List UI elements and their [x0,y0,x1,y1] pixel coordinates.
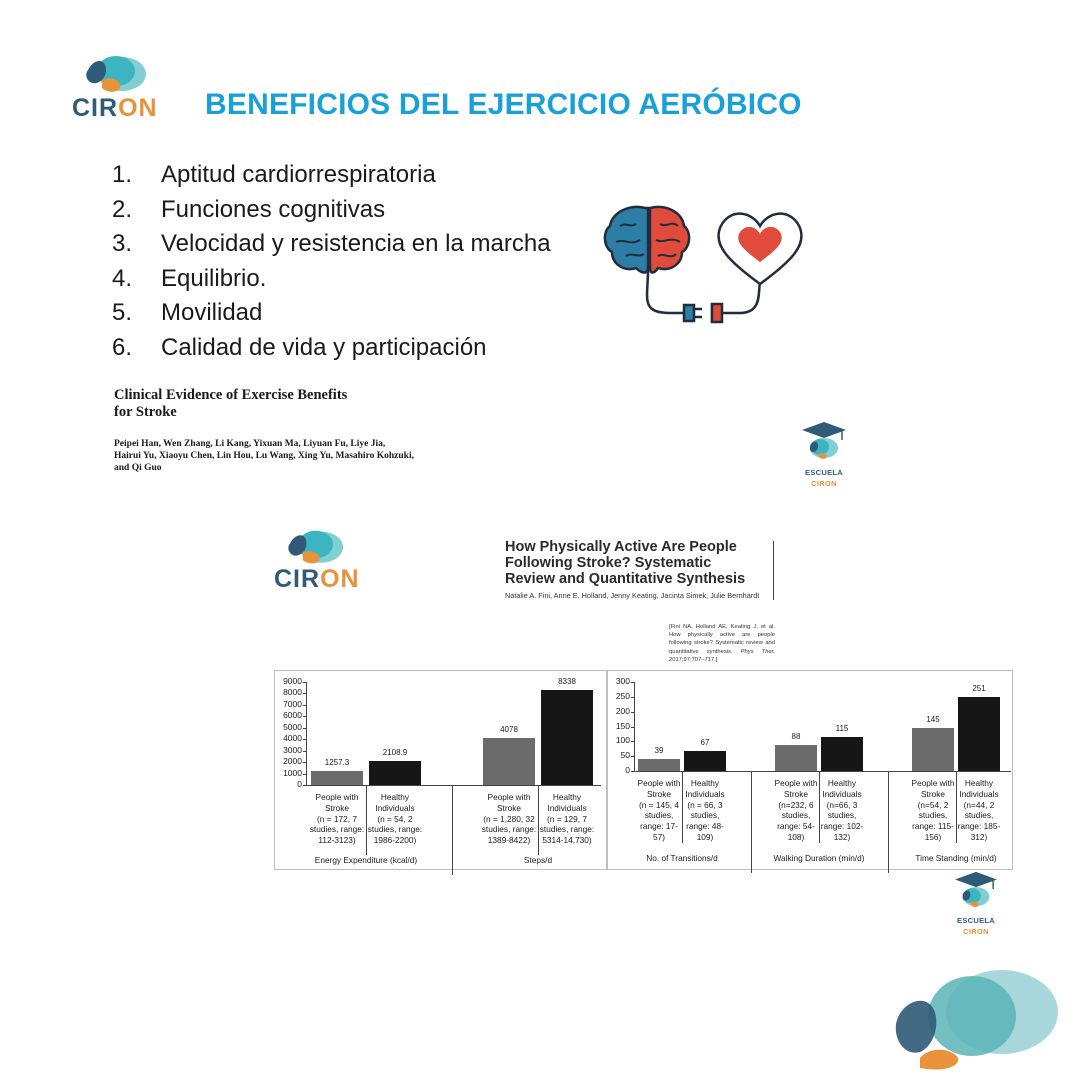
category-label-line: 112-3123) [318,835,356,846]
y-tick-label: 250 [615,690,630,701]
category-label [682,778,728,843]
graduation-cap-logo-icon [798,420,850,462]
category-label [367,792,423,846]
category-label-line: 108) [787,831,805,842]
y-tick-label: 0 [297,779,302,789]
divider [773,541,774,600]
y-axis [634,682,635,771]
y-axis [306,682,307,785]
category-label-line: studies, [781,810,811,821]
group-separator [452,785,453,875]
bar-value-label: 39 [654,746,664,756]
paper-1-header [114,387,414,474]
y-tick-label: 3000 [283,744,302,755]
y-tick-mark [303,693,306,694]
list-item [112,158,551,193]
y-tick-mark [303,682,306,683]
category-label-line: (n=232, 6 [778,799,814,810]
list-item [112,331,551,366]
bar [684,751,726,771]
escuela-ciron-text: CIRON [963,927,989,936]
y-tick-mark [303,785,306,786]
category-label-line: (n=66, 3 [826,799,858,810]
category-label [636,778,682,843]
escuela-ciron-logo-2 [951,870,1001,937]
category-label-line: Stroke [784,788,808,799]
paper-2-citation [669,623,775,664]
group-label: Steps/d [523,855,553,865]
y-tick-label: 150 [615,720,630,731]
bar [958,697,1000,771]
category-label-line: range: 54- [777,821,815,832]
category-label-line: 1389-8422) [487,835,531,846]
category-separator [538,785,539,855]
bar-value-label: 1257.3 [324,757,350,767]
category-label-line: range: 102- [820,821,864,832]
decorative-brain-shape-icon [890,962,1070,1074]
category-label-line: People with [487,792,531,802]
paper-1-authors: Peipei Han, Wen Zhang, Li Kang, Yixuan Ma, Liyuan Fu, Liye Jia, Hairui Yu, Xiaoyu Chen, Lin Hou, Lu Wang, Xing Yu, Masahiro Kohzuki, and Qi Guo [114,439,414,473]
list-item-number: 6. [112,333,133,361]
y-tick-mark [631,741,634,742]
brain-heart-illustration-icon [600,198,810,333]
category-label-line: studies, range: [367,824,423,835]
escuela-text: ESCUELA [957,916,995,925]
y-tick-mark [303,728,306,729]
logo-text-on: ON [320,565,360,593]
bar-value-label: 115 [835,723,849,733]
list-item-text: Funciones cognitivas [161,195,386,223]
y-tick-label: 1000 [283,767,302,778]
category-separator [682,771,683,843]
list-item [112,296,551,331]
category-label-line: Stroke [325,802,349,813]
category-label-line: (n = 129, 7 [547,813,587,824]
bar [912,728,954,771]
x-axis [306,785,601,786]
category-label-line: studies, range: [481,824,537,835]
category-label-line: Stroke [921,788,945,799]
group-label: Walking Duration (min/d) [773,853,865,863]
category-label-line: range: 185- [957,821,1001,832]
y-tick-label: 0 [625,765,630,775]
y-tick-label: 6000 [283,710,302,721]
y-tick-label: 50 [620,750,630,761]
list-item-text: Movilidad [161,299,263,326]
category-separator [819,771,820,843]
y-tick-mark [631,727,634,728]
category-label-line: (n = 145, 4 [639,799,679,810]
list-item-text: Calidad de vida y participación [161,333,487,361]
bar [369,761,421,785]
paper-2-title-line2: Following Stroke? Systematic [505,555,712,571]
y-tick-label: 8000 [283,687,302,698]
ciron-logo [70,52,165,127]
list-item-text: Velocidad y resistencia en la marcha [161,230,551,257]
category-label-line: 57) [653,831,665,842]
x-axis [634,771,1011,772]
list-item-number: 4. [112,264,133,292]
logo-text-cir: CIR [72,94,119,122]
citation-journal: Phys Ther. [740,648,775,655]
category-label-line: (n = 66, 3 [687,799,723,810]
category-label-line: studies, range: [309,824,365,835]
page-title: BENEFICIOS DEL EJERCICIO AERÓBICO [205,88,802,121]
category-label [539,792,595,846]
group-separator [751,771,752,873]
paper-1-title-line1: Clinical Evidence of Exercise Benefits [114,387,348,403]
category-label-line: 5314-14,730) [542,835,592,846]
category-label [309,792,365,846]
category-label-line: Individuals [822,788,862,799]
category-label-line: range: 48- [686,821,724,832]
logo-text-on: ON [118,94,158,122]
bar-value-label: 8338 [558,676,576,686]
group-separator [888,771,889,873]
brain-logo-icon [70,52,165,100]
group-label: No. of Transitions/d [646,853,718,863]
y-tick-label: 2000 [283,756,302,767]
bar-value-label: 2108.9 [382,747,408,757]
category-label-line: Healthy [552,792,582,802]
category-label-line: (n = 54, 2 [377,813,413,824]
bar [775,745,817,771]
graduation-cap-logo-icon [951,870,1001,910]
citation-text: [Fini NA, Holland AE, Keating J, et al. How physically active are people following stroke? Systematic review and quantitative synthesis. [669,624,775,655]
y-tick-mark [303,739,306,740]
category-label-line: Individuals [685,788,725,799]
list-item [112,262,551,297]
y-tick-mark [631,697,634,698]
category-label [819,778,865,843]
y-tick-mark [303,762,306,763]
y-tick-label: 300 [615,676,630,686]
chart-energy-steps [274,670,607,870]
y-tick-label: 4000 [283,733,302,744]
category-label-line: studies, [690,810,720,821]
category-separator [956,771,957,843]
category-label-line: 1986-2200) [373,835,417,846]
category-label-line: range: 17- [640,821,678,832]
y-tick-mark [631,771,634,772]
group-label: Time Standing (min/d) [915,853,997,863]
y-tick-mark [631,756,634,757]
y-tick-mark [303,774,306,775]
bar-value-label: 145 [926,714,940,724]
y-tick-label: 5000 [283,721,302,732]
category-label-line: Individuals [959,788,999,799]
list-item-number: 2. [112,195,133,223]
category-label-line: 132) [833,831,851,842]
list-item-number: 3. [112,230,133,257]
category-label-line: studies, [918,810,948,821]
paper-2-title-line3: Review and Quantitative Synthesis [505,571,746,587]
chart-transitions-walking-standing [607,670,1013,870]
category-label-line: Stroke [497,802,521,813]
list-item-text: Equilibrio. [161,264,267,292]
y-tick-mark [631,712,634,713]
list-item-number: 1. [112,161,133,188]
bar-value-label: 88 [791,731,801,741]
category-label-line: Healthy [690,778,720,788]
category-label-line: (n = 172, 7 [317,813,357,824]
category-label-line: (n=54, 2 [917,799,949,810]
category-label-line: Healthy [380,792,410,802]
paper-2-title-line1: How Physically Active Are People [505,539,737,555]
category-label-line: People with [315,792,359,802]
category-label-line: Healthy [964,778,994,788]
category-label-line: (n = 1,280, 32 [483,813,535,824]
category-separator [366,785,367,855]
y-tick-mark [631,682,634,683]
y-tick-mark [303,751,306,752]
category-label-line: range: 115- [912,821,954,832]
chart-1-plot [275,671,606,869]
benefits-list [112,158,551,365]
category-label-line: Individuals [547,802,587,813]
citation-year: 2017;97:707–717.] [669,656,718,663]
category-label-line: Healthy [827,778,857,788]
paper-2-authors: Natalie A. Fini, Anne E. Holland, Jenny Keating, Jacinta Simek, Julie Bernhardt [505,591,760,600]
ciron-logo-2 [272,527,367,597]
category-label-line: studies, [644,810,674,821]
category-label [773,778,819,843]
logo-text-cir: CIR [274,565,321,593]
category-label-line: studies, [827,810,857,821]
escuela-ciron-text: CIRON [811,479,837,488]
category-label-line: People with [774,778,818,788]
list-item-number: 5. [112,299,133,326]
bar-value-label: 251 [972,683,986,693]
category-label [910,778,956,843]
category-label-line: Individuals [375,802,415,813]
bar [483,738,535,785]
category-label-line: studies, [964,810,994,821]
paper-1-title-line2: for Stroke [114,403,177,420]
group-label: Energy Expenditure (kcal/d) [314,855,418,865]
category-label [956,778,1002,843]
escuela-ciron-logo [798,420,850,489]
chart-2-plot [608,671,1012,869]
bar-value-label: 4078 [500,725,518,735]
category-label-line: People with [911,778,955,788]
y-tick-mark [303,716,306,717]
escuela-text: ESCUELA [805,468,843,477]
bar [311,771,363,785]
category-label-line: 109) [696,831,714,842]
y-tick-label: 9000 [283,676,302,686]
category-label [481,792,537,846]
y-tick-label: 7000 [283,698,302,709]
y-tick-mark [303,705,306,706]
list-item [112,227,551,262]
category-label-line: People with [637,778,681,788]
bar [821,737,863,771]
bar [638,759,680,771]
y-tick-label: 100 [615,735,630,746]
category-label-line: 156) [924,831,942,842]
category-label-line: studies, range: [539,824,595,835]
category-label-line: (n=44, 2 [963,799,995,810]
bar [541,690,593,785]
list-item-text: Aptitud cardiorrespiratoria [161,161,436,188]
paper-2-title [505,539,745,587]
list-item [112,193,551,228]
bar-value-label: 67 [700,738,710,748]
y-tick-label: 200 [615,705,630,716]
category-label-line: 312) [970,831,988,842]
category-label-line: Stroke [647,788,671,799]
